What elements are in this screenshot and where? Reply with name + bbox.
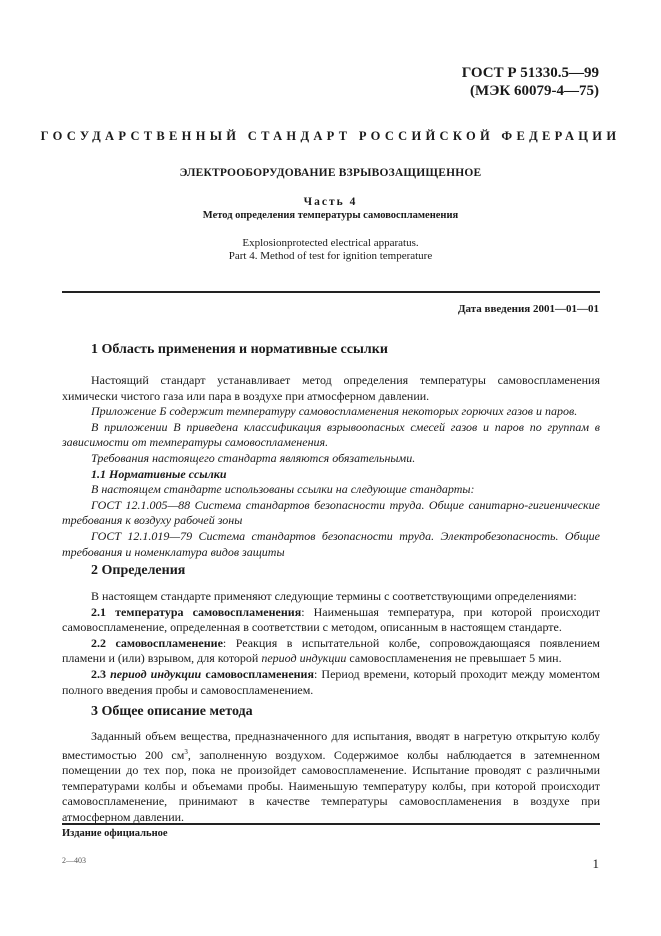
term: самовоспламенения: [201, 666, 314, 681]
paragraph: В настоящем стандарте использованы ссылки на следующие стандарты:: [91, 482, 475, 497]
gost-number-block: [462, 64, 599, 100]
english-title-line-1: Explosionprotected electrical apparatus.: [242, 237, 419, 249]
paragraph: Приложение Б содержит температуру самовоспламенения некоторых горючих газов и паров.: [91, 404, 578, 419]
term-number: 2.3: [91, 666, 111, 681]
section-1-body: [62, 373, 600, 560]
definition-text: : Реакция в испытательной колбе, сопровождающаяся появлением пламени и (или) взрывом, для которой: [62, 635, 600, 666]
section-1-heading: 1 Область применения и нормативные ссылки: [91, 342, 388, 357]
edition-label: Издание официальное: [62, 828, 168, 839]
paragraph: Настоящий стандарт устанавливает метод определения температуры самовоспламенения химически чистого газа или пара в воздухе при атмосферном давлении.: [62, 373, 600, 403]
paragraph: В приложении В приведена классификация взрывоопасных смесей газов и паров по группам в зависимости от температуры самовоспламенения.: [62, 419, 600, 450]
definition-2-3: [62, 667, 600, 698]
section-2-heading: 2 Определения: [91, 563, 186, 578]
term: 2.2 самовоспламенение: [91, 635, 223, 650]
print-code: 2—403: [62, 856, 86, 865]
definition-2-2: [62, 636, 600, 667]
definition-text: самовоспламенения не превышает 5 мин.: [346, 651, 562, 666]
gost-number: ГОСТ Р 51330.5—99: [461, 65, 599, 81]
term: 2.1 температура самовоспламенения: [91, 604, 302, 619]
english-title-line-2: Part 4. Method of test for ignition temperature: [228, 250, 433, 262]
english-title: [0, 237, 661, 263]
paragraph: Требования настоящего стандарта являются обязательными.: [91, 450, 416, 465]
term: период индукции: [110, 666, 202, 681]
paragraph: Заданный объем вещества, предназначенного для испытания, вводят в нагретую открытую колбу вместимостью 200 $см^3$, заполненную воздухом. Содержимое колбы наблюдается в затемненном помещении до тех пор, пока не произойдет самовоспламенение. Испытание проводят с различными температурами колбы и объемами пробы. Наименьшую температуру колбы, при которой происходит самовоспламенение, принимают в качестве температуры самовоспламенения в воздухе при атмосферном давлении.: [62, 729, 600, 824]
part-title: Метод определения температуры самовоспламенения: [202, 210, 459, 221]
superscript: 3: [184, 747, 188, 756]
subsection-heading: 1.1 Нормативные ссылки: [91, 466, 227, 481]
term-reference: период индукции: [261, 651, 347, 666]
section-3-heading: 3 Общее описание метода: [91, 704, 253, 719]
definition-text: : Период времени, который проходит между моментом полного введения пробы и самовоспламенением.: [62, 666, 601, 697]
top-divider: [62, 291, 600, 293]
paragraph: В настоящем стандарте применяют следующие термины с соответствующими определениями:: [91, 589, 577, 603]
intro-date: Дата введения 2001—01—01: [457, 303, 599, 315]
definition-text: : Наименьшая температура, при которой происходит самовоспламенение, определенная в соответствии с методом, описанным в настоящем стандарте.: [62, 604, 600, 635]
document-title: ЭЛЕКТРООБОРУДОВАНИЕ ВЗРЫВОЗАЩИЩЕННОЕ: [179, 167, 482, 179]
page-number: 1: [592, 856, 599, 871]
iec-number: (МЭК 60079-4—75): [470, 83, 599, 99]
reference-item: ГОСТ 12.1.019—79 Система стандартов безопасности труда. Электробезопасность. Общие требования и номенклатура видов защиты: [62, 528, 600, 559]
section-2-body: [62, 589, 600, 698]
section-3-body: [62, 729, 600, 826]
part-label: Часть 4: [303, 196, 358, 208]
bottom-divider: [62, 823, 600, 825]
reference-item: ГОСТ 12.1.005—88 Система стандартов безопасности труда. Общие санитарно-гигиенические требования к воздуху рабочей зоны: [62, 497, 600, 528]
definition-2-1: [62, 605, 600, 636]
state-standard-title: ГОСУДАРСТВЕННЫЙ СТАНДАРТ РОССИЙСКОЙ ФЕДЕРАЦИИ: [40, 129, 621, 143]
